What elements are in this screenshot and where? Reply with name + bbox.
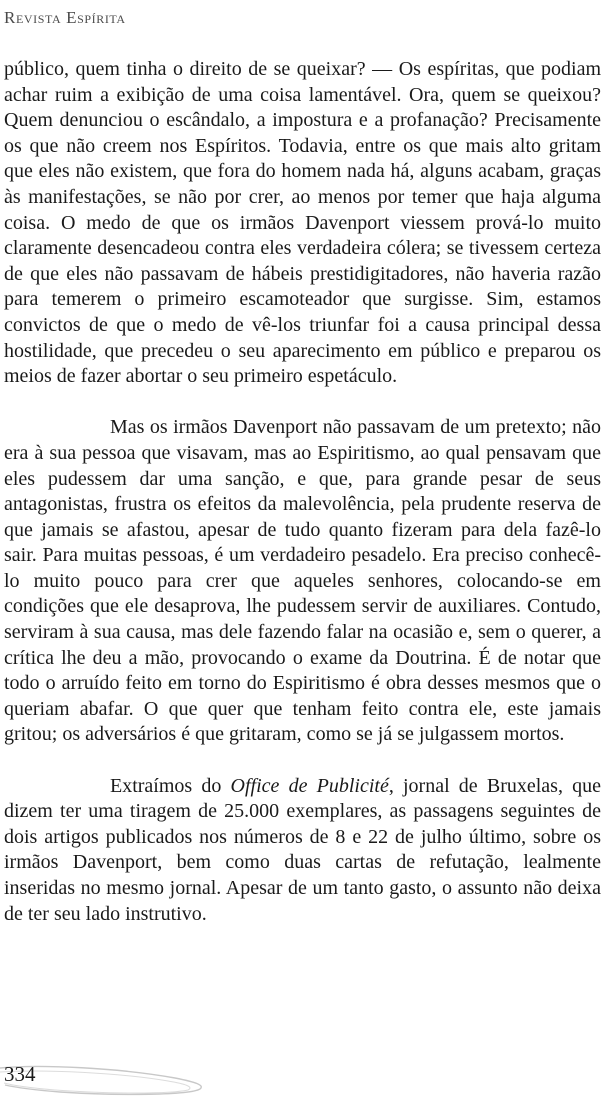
paragraph-1: público, quem tinha o direito de se queixar? — Os espíritas, que podiam achar ruim a exibição de uma coisa lamentável. Ora, quem se queixou? Quem denunciou o escândalo, a impostura e a profanação? Precisamente os que não creem nos Espíritos. Todavia, entre os que mais alto gritam que eles não existem, que fora do homem nada há, alguns acabam, graças às manifestações, se não por crer, ao menos por temer que haja alguma coisa. O medo de que os irmãos Davenport viessem prová-lo muito claramente desencadeou contra eles verdadeira cólera; se tivessem certeza de que eles não passavam de hábeis prestidigitadores, não haveria razão para temerem o primeiro escamoteador que surgisse. Sim, estamos convictos de que o medo de vê-los triunfar foi a causa principal dessa hostilidade, que precedeu o seu aparecimento em público e preparou os meios de fazer abortar o seu primeiro espetáculo. [4,58,601,388]
journal-title: Office de Publicité [230,774,389,797]
paragraph-2: Mas os irmãos Davenport não passavam de um pretexto; não era à sua pessoa que visavam, mas ao Espiritismo, ao qual pensavam que eles pudessem dar uma sanção, e que, para grande pesar de seus antagonistas, frustra os efeitos da malevolência, pela prudente reserva de que jamais se afastou, apesar de tudo quanto fizeram para dela fazê-lo sair. Para muitas pessoas, é um verdadeiro pesadelo. Era preciso conhecê-lo muito pouco para crer que aqueles senhores, colocando-se em condições que ele desaprova, lhe pudessem servir de auxiliares. Contudo, serviram à sua causa, mas dele fazendo falar na ocasião e, sem o querer, a crítica lhe deu a mão, provocando o exame da Doutrina. É de notar que todo o arruído feito em torno do Espiritismo é obra desses mesmos que o queriam abafar. O que quer que tenham feito contra ele, este jamais gritou; os adversários é que gritaram, como se já se julgassem mortos. [4,416,601,746]
paragraph-3 [4,774,601,928]
page-number: 334 [4,1062,36,1086]
paragraph-3-rest: , jornal de Bruxelas, que dizem ter uma tiragem de 25.000 exemplares, as passagens seguintes de dois artigos publicados nos números de 8 e 22 de julho último, sobre os irmãos Davenport, bem como duas cartas de refutação, lealmente inseridas no mesmo jornal. Apesar de um tanto gasto, o assunto não deixa de ter seu lado instrutivo. [4,774,601,925]
paragraph-3-lead: Extraímos do [110,774,231,797]
page-body [4,57,601,953]
running-header: Revista Espírita [4,8,126,27]
